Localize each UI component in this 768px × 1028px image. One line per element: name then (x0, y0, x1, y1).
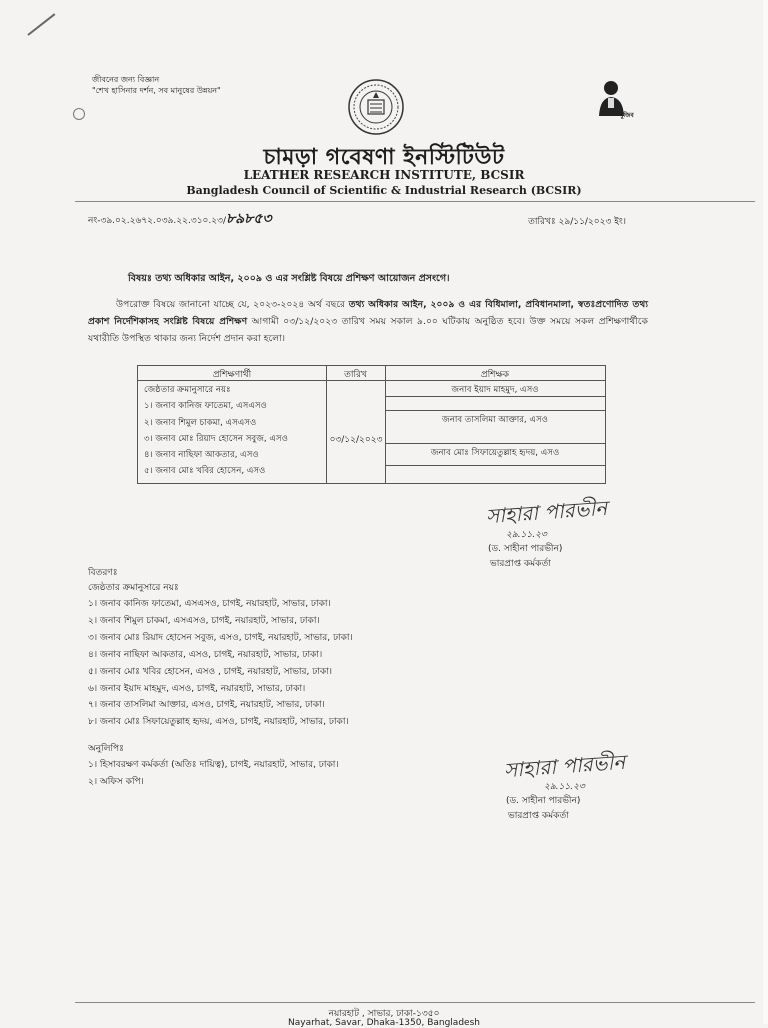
copies-item: ১। হিসাবরক্ষণ কর্মকর্তা (অতিঃ দায়িত্ব), চাগই, নয়ারহাট, সাভার, ঢাকা। (88, 760, 339, 770)
signatory-designation: ভারপ্রাপ্ত কর্মকর্তা (490, 559, 551, 569)
table-date: ০৩/১২/২০২৩ (329, 435, 383, 445)
signatory-name: (ড. সাহীনা পারভীন) (488, 544, 563, 554)
trainer-item: জনাব তাসলিমা আক্তার, এসও (442, 415, 548, 425)
distribution-label: বিতরণঃ (88, 568, 118, 578)
motto-line-1: জীবনের জন্য বিজ্ঞান (92, 75, 160, 84)
table-header-trainee: প্রশিক্ষণার্থী (212, 370, 252, 380)
header-rule (75, 201, 755, 202)
signature-block-2 (503, 749, 626, 823)
table-row-rule (385, 410, 605, 411)
distribution-item: ১। জনাব কানিজ ফাতেমা, এসএসও, চাগই, নয়ারহাট, সাভার, ঢাকা। (88, 599, 331, 609)
memo-number (88, 212, 271, 228)
trainee-item: ২। জনাব শিমুল চাকমা, এসএসও (144, 418, 257, 428)
table-header-trainer: প্রশিক্ষক (480, 370, 510, 380)
signature-script: সাহারা পারভীন (503, 749, 626, 783)
footer-address-bn: নয়ারহাট , সাভার, ঢাকা-১৩৫০ (328, 1009, 440, 1019)
signature-block-1 (485, 495, 608, 571)
distribution-item: ৫। জনাব মোঃ খবির হোসেন, এসও , চাগই, নয়ারহাট, সাভার, ঢাকা। (88, 666, 333, 677)
council-name: Bangladesh Council of Scientific & Industrial Research (BCSIR) (186, 184, 582, 197)
signatory-name: (ড. সাহীনা পারভীন) (506, 796, 581, 806)
distribution-intro: জেষ্ঠতার ক্রমানুসারে নয়ঃ (88, 583, 179, 593)
header-mottos (92, 74, 221, 96)
signature-date: ২৯.১১.২৩ (506, 530, 547, 540)
body-bold-1: তথ্য অধিকার আইন, ২০০৯ ও এর বিধিমালা, প্রবিধানমালা, স্বতঃপ্রণোদিত তথ্য প্রকাশ নির্দেশিকাসহ সংশ্লিষ্ট বিষয়ে প্রশিক্ষণ (88, 299, 648, 327)
portrait-caption: মুজিব (620, 112, 634, 119)
memo-date: তারিখঃ ২৯/১১/২০২৩ ইং। (528, 217, 626, 227)
trainer-item: জনাব মোঃ সিফায়েতুল্লাহ হৃদয়, এসও (430, 448, 560, 458)
trainee-item: ১। জনাব কানিজ ফাতেমা, এসএসও (144, 401, 267, 411)
bcsir-emblem-icon (347, 78, 405, 136)
subject-line: বিষয়ঃ তথ্য অধিকার আইন, ২০০৯ ও এর সংশ্লিষ্ট বিষয়ে প্রশিক্ষণ আয়োজন প্রসংগে। (128, 273, 450, 284)
footer-rule (75, 1002, 755, 1003)
circle-mark (73, 108, 85, 120)
memo-number-handwritten: ৮৯৮৫৩ (226, 211, 272, 227)
body-part-2: আগামী ০৩/১২/২০২৩ তারিখ সময় সকাল ৯.০০ ঘটিকায় অনুষ্ঠিত হবে। উক্ত সময়ে সকল প্রশিক্ষণার্থীকে যথারীতি উপস্থিত থাকার জন্য নির্দেশ প্রদান করা হলো। (88, 316, 648, 344)
trainer-item: জনাব ইয়াদ মাহমুদ, এসও (451, 385, 539, 395)
copies-item: ২। অফিস কপি। (88, 777, 144, 787)
institute-name-en: LEATHER RESEARCH INSTITUTE, BCSIR (243, 168, 525, 182)
table-row-rule (385, 465, 605, 466)
signature-script: সাহারা পারভীন (485, 495, 608, 529)
distribution-item: ৬। জনাব ইয়াদ মাহমুদ, এসও, চাগই, নয়ারহাট, সাভার, ঢাকা। (88, 683, 306, 694)
trainee-intro: জেষ্ঠতার ক্রমানুসারে নয়ঃ (144, 385, 231, 395)
institute-name-bn: চামড়া গবেষণা ইনস্টিটিউট (263, 145, 505, 170)
table-col-divider (326, 366, 327, 483)
footer-address-en: Nayarhat, Savar, Dhaka-1350, Bangladesh (288, 1018, 480, 1028)
copies-list (88, 757, 339, 791)
trainee-item: ৩। জনাব মোঃ রিয়াদ হোসেন সবুজ, এসও (144, 434, 288, 444)
distribution-item: ২। জনাব শিমুল চাকমা, এসএসও, চাগই, নয়ারহাট, সাভার, ঢাকা। (88, 615, 320, 626)
trainee-item: ৫। জনাব মোঃ খবির হোসেন, এসও (144, 466, 266, 476)
table-row-rule (385, 443, 605, 444)
pen-mark (27, 13, 55, 36)
motto-line-2: "শেখ হাসিনার দর্শন, সব মানুষের উন্নয়ন" (92, 86, 221, 95)
body-part-1: উপরোক্ত বিষয়ে জানানো যাচ্ছে যে, ২০২৩-২০২৪ অর্থ বছরে (116, 299, 349, 310)
distribution-item: ৩। জনাব মোঃ রিয়াদ হোসেন সবুজ, এসও, চাগই, নয়ারহাট, সাভার, ঢাকা। (88, 632, 353, 643)
body-paragraph (88, 296, 648, 347)
schedule-table (137, 365, 606, 484)
distribution-item: ৭। জনাব তাসলিমা আক্তার, এসও, চাগই, নয়ারহাট, সাভার, ঢাকা। (88, 700, 325, 711)
trainee-item: ৪। জনাব নাছিফা আকতার, এসও (144, 450, 259, 460)
memo-number-prefix: নং-৩৯.০২.২৬৭২.০৩৯.২২.৩১০.২৩/ (88, 216, 226, 226)
table-header-date: তারিখ (344, 370, 367, 380)
distribution-item: ৮। জনাব মোঃ সিফায়েতুল্লাহ হৃদয়, এসও, চাগই, নয়ারহাট, সাভার, ঢাকা। (88, 717, 349, 728)
copies-label: অনুলিপিঃ (88, 744, 124, 754)
signature-date: ২৯.১১.২৩ (544, 782, 585, 792)
distribution-list (88, 596, 353, 731)
signatory-designation: ভারপ্রাপ্ত কর্মকর্তা (508, 811, 569, 821)
distribution-item: ৪। জনাব নাছিফা আকতার, এসও, চাগই, নয়ারহাট, সাভার, ঢাকা। (88, 649, 323, 660)
